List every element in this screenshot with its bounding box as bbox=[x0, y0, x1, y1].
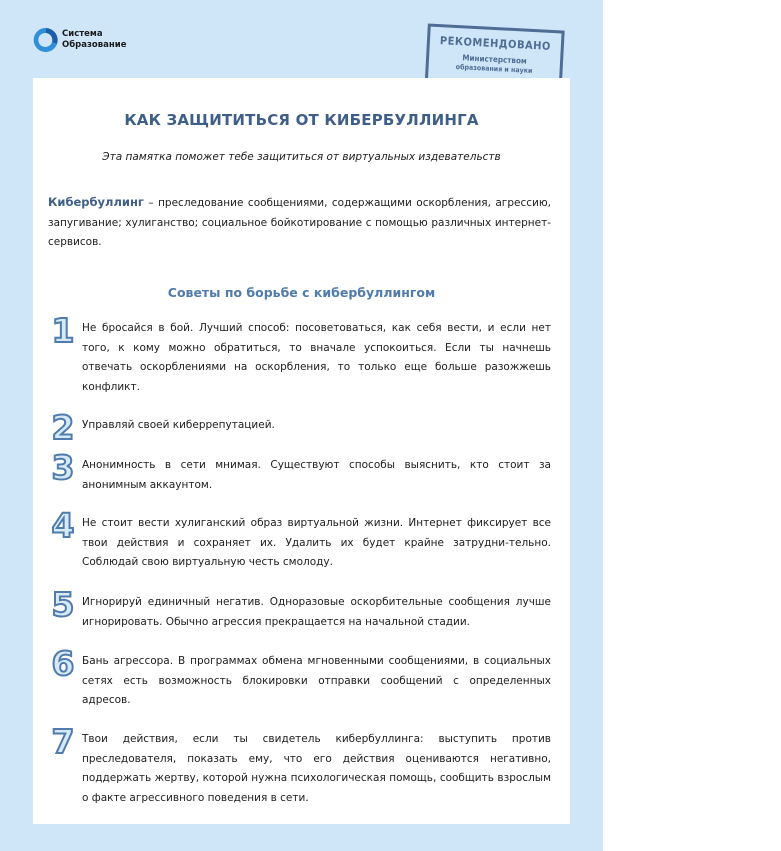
tip-item bbox=[48, 311, 551, 397]
logo-text bbox=[62, 29, 126, 51]
page-subtitle: Эта памятка поможет тебе защититься от виртуальных издевательств bbox=[102, 151, 501, 163]
tips-heading: Советы по борьбе с кибербуллингом bbox=[167, 285, 436, 300]
tip-number: 3 bbox=[51, 448, 75, 487]
definition bbox=[48, 193, 551, 253]
tip-item bbox=[48, 722, 551, 808]
tip-number: 4 bbox=[51, 506, 75, 545]
tip-number: 1 bbox=[51, 311, 75, 350]
tip-number: 6 bbox=[51, 644, 75, 683]
tip-text: Твои действия, если ты свидетель кибербуллинга: выступить против преследователя, показать ему, что его действия оцениваются негативно, поддержать жертву, которой нужна психологическая помощь, сообщить взрослым о факте агрессивного поведения в сети. bbox=[82, 733, 551, 804]
tip-number: 7 bbox=[51, 722, 75, 761]
logo-line-2: Образование bbox=[62, 40, 127, 50]
tip-number: 5 bbox=[51, 585, 75, 624]
tip-text: Игнорируй единичный негатив. Одноразовые оскорбительные сообщения лучше игнорировать. Обычно агрессия прекращается на начальной стадии. bbox=[82, 596, 551, 628]
logo bbox=[33, 26, 126, 54]
stamp-line-1: РЕКОМЕНДОВАНО bbox=[439, 34, 552, 53]
tip-item bbox=[48, 644, 551, 711]
content-card bbox=[33, 78, 570, 824]
logo-icon bbox=[33, 26, 59, 54]
tip-item bbox=[48, 585, 551, 632]
tip-text: Не бросайся в бой. Лучший способ: посоветоваться, как себя вести, и если нет того, к кому можно обратиться, то вначале успокоиться. Если ты начнешь отвечать оскорблениями на оскорбления, то только еще больше разожжешь конфликт. bbox=[82, 322, 551, 393]
tip-text: Не стоит вести хулиганский образ виртуальной жизни. Интернет фиксирует все твои действия и сохраняет их. Удалить их будет крайне затрудни-тельно. Соблюдай свою виртуальную честь смолоду. bbox=[82, 517, 551, 569]
tip-item bbox=[48, 506, 551, 573]
definition-text: – преследование сообщениями, содержащими оскорбления, агрессию, запугивание; хулиганство; социальное бойкотирование с помощью различных интернет-сервисов. bbox=[48, 197, 551, 249]
logo-line-1: Система bbox=[62, 29, 103, 39]
tip-text: Анонимность в сети мнимая. Существуют способы выяснить, кто стоит за анонимным аккаунтом. bbox=[82, 459, 551, 491]
tip-text: Бань агрессора. В программах обмена мгновенными сообщениями, в социальных сетях есть возможность блокировки отправки сообщений с определенных адресов. bbox=[82, 655, 551, 707]
tip-item bbox=[48, 408, 551, 447]
definition-term: Кибербуллинг bbox=[48, 195, 144, 209]
stamp-line-3: образования и науки bbox=[455, 62, 533, 75]
page-title: КАК ЗАЩИТИТЬСЯ ОТ КИБЕРБУЛЛИНГА bbox=[124, 111, 479, 129]
tip-number: 2 bbox=[51, 408, 75, 447]
stamp-line-2: Министерством bbox=[462, 53, 528, 66]
tip-text: Управляй своей киберрепутацией. bbox=[82, 419, 275, 431]
tip-item bbox=[48, 448, 551, 495]
